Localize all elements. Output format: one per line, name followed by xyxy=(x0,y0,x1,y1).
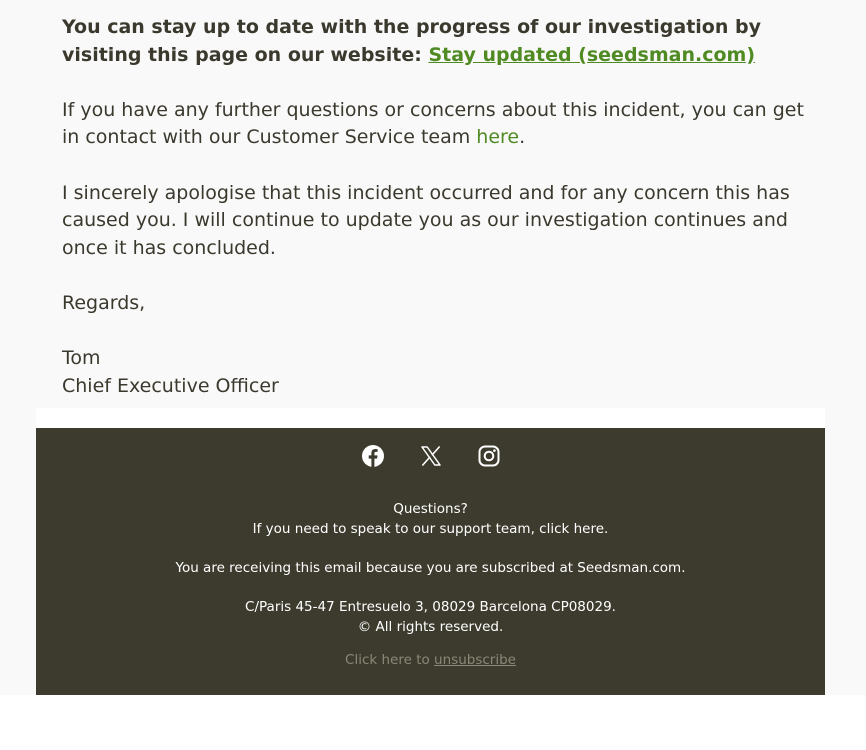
signature-block xyxy=(62,345,822,400)
email-body xyxy=(62,14,822,400)
company-address: C/Paris 45-47 Entresuelo 3, 08029 Barcelona CP08029. xyxy=(245,599,616,615)
instagram-icon[interactable] xyxy=(477,444,501,468)
unsubscribe-line xyxy=(36,650,825,670)
signer-title: Chief Executive Officer xyxy=(62,374,279,397)
subscription-notice: You are receiving this email because you are subscribed at Seedsman.com. xyxy=(175,560,686,576)
stay-updated-link[interactable]: Stay updated (seedsman.com) xyxy=(428,43,756,66)
footer-top-spacer xyxy=(36,408,825,428)
apology-paragraph: I sincerely apologise that this incident occurred and for any concern this has caused you. I will continue to update you as our investigation continues and once it has concluded. xyxy=(62,181,790,259)
regards-text: Regards, xyxy=(62,291,146,314)
contact-period: . xyxy=(519,126,526,149)
unsubscribe-link[interactable]: unsubscribe xyxy=(434,652,516,668)
facebook-icon[interactable] xyxy=(361,444,385,468)
page-bottom-area xyxy=(0,695,866,750)
email-footer xyxy=(36,428,825,695)
unsubscribe-prefix: Click here to xyxy=(345,652,435,668)
signer-name: Tom xyxy=(62,347,101,370)
rights-notice: © All rights reserved. xyxy=(357,619,504,635)
social-links xyxy=(36,444,825,470)
questions-heading: Questions? xyxy=(393,501,468,517)
customer-service-link[interactable]: here xyxy=(476,126,520,149)
investigation-update-paragraph xyxy=(62,14,822,69)
contact-paragraph xyxy=(62,97,822,152)
contact-text: If you have any further questions or concerns about this incident, you can get in contact with our Customer Service team xyxy=(62,98,804,149)
investigation-update-text: You can stay up to date with the progress of our investigation by visiting this page on our website: xyxy=(62,16,761,66)
support-line[interactable]: If you need to speak to our support team, click here. xyxy=(252,521,609,537)
x-icon[interactable] xyxy=(419,444,443,468)
